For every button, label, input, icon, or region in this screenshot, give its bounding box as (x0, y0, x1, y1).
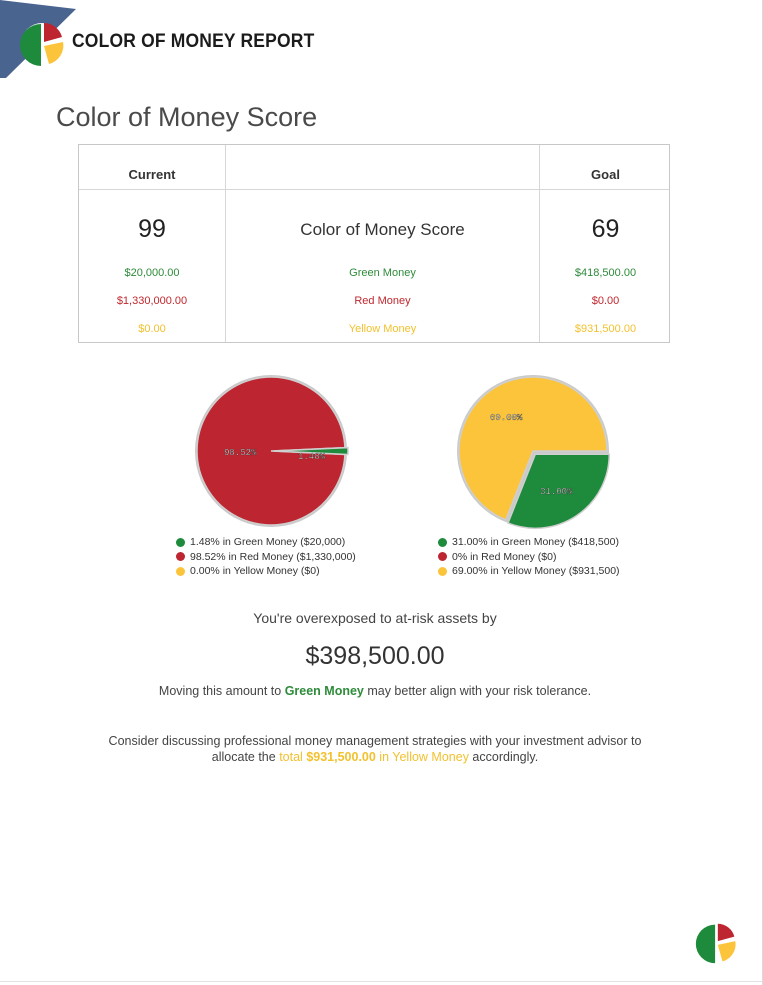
legend-item-red (438, 550, 620, 565)
legend-dot-green (176, 538, 185, 547)
legend-text: 0.00% in Yellow Money ($0) (190, 565, 320, 578)
page-title: Color of Money Score (56, 102, 318, 132)
logo-pie-icon (18, 20, 66, 68)
legend-dot-red (438, 552, 447, 561)
pie-label-red: 98.52% (224, 448, 257, 458)
goal-green-money: $418,500.00 (574, 267, 637, 279)
legend-text: 0% in Red Money ($0) (452, 550, 557, 563)
total-word: total (279, 750, 307, 764)
current-red-money: $1,330,000.00 (116, 295, 188, 307)
legend-text: 69.00% in Yellow Money ($931,500) (452, 565, 620, 578)
move-suffix: may better align with your risk tolerance. (363, 684, 592, 698)
consider-prefix: allocate the (211, 750, 280, 764)
overexposed-amount: $398,500.00 (305, 642, 445, 670)
yellow-money-label: Yellow Money (348, 323, 417, 335)
table-header-divider (79, 189, 669, 190)
consider-suffix: accordingly. (468, 750, 539, 764)
pie-label-green: 1.48% (298, 452, 326, 462)
green-money-label: Green Money (349, 267, 416, 279)
yellow-amount: $931,500.00 (306, 750, 376, 764)
legend-dot-yellow (438, 567, 447, 576)
header-current: Current (128, 167, 176, 182)
header-goal: Goal (591, 167, 620, 182)
page-bottom-edge (0, 981, 763, 982)
legend-text: 31.00% in Green Money ($418,500) (452, 536, 619, 549)
goal-yellow-money: $931,500.00 (574, 323, 637, 335)
legend-text: 98.52% in Red Money ($1,330,000) (190, 550, 356, 563)
legend-item-red (176, 550, 356, 565)
legend-text: 1.48% in Green Money ($20,000) (190, 536, 346, 549)
legend-dot-green (438, 538, 447, 547)
goal-score: 69 (591, 215, 620, 243)
legend-dot-red (176, 552, 185, 561)
current-pie-chart (186, 370, 356, 535)
red-money-label: Red Money (354, 295, 411, 307)
score-label: Color of Money Score (300, 220, 465, 239)
goal-pie-chart (448, 370, 618, 535)
legend-item-green (176, 535, 356, 550)
legend-item-yellow (438, 564, 620, 579)
current-green-money: $20,000.00 (124, 267, 180, 279)
consider-line-2 (60, 749, 690, 765)
current-pie-legend (176, 535, 356, 579)
pie-label-green: 31.00% (540, 487, 573, 497)
consider-line-1: Consider discussing professional money management strategies with your investment advisor to (108, 734, 642, 748)
green-money-highlight: Green Money (284, 684, 364, 698)
goal-red-money: $0.00 (591, 295, 620, 307)
legend-item-yellow (176, 564, 356, 579)
legend-dot-yellow (176, 567, 185, 576)
consider-message (60, 733, 690, 765)
score-table (78, 144, 670, 343)
legend-item-green (438, 535, 620, 550)
current-yellow-money: $0.00 (138, 323, 166, 335)
yellow-money-highlight: in Yellow Money (375, 750, 469, 764)
overexposed-message: You're overexposed to at-risk assets by (253, 610, 497, 626)
footer-logo-icon (694, 921, 738, 965)
move-prefix: Moving this amount to (158, 684, 285, 698)
move-recommendation (0, 684, 750, 698)
table-divider (225, 145, 226, 342)
current-score: 99 (138, 215, 166, 243)
pie-label-yellow: 69.00% (490, 413, 523, 423)
goal-pie-legend (438, 535, 620, 579)
report-title: COLOR OF MONEY REPORT (72, 31, 315, 52)
